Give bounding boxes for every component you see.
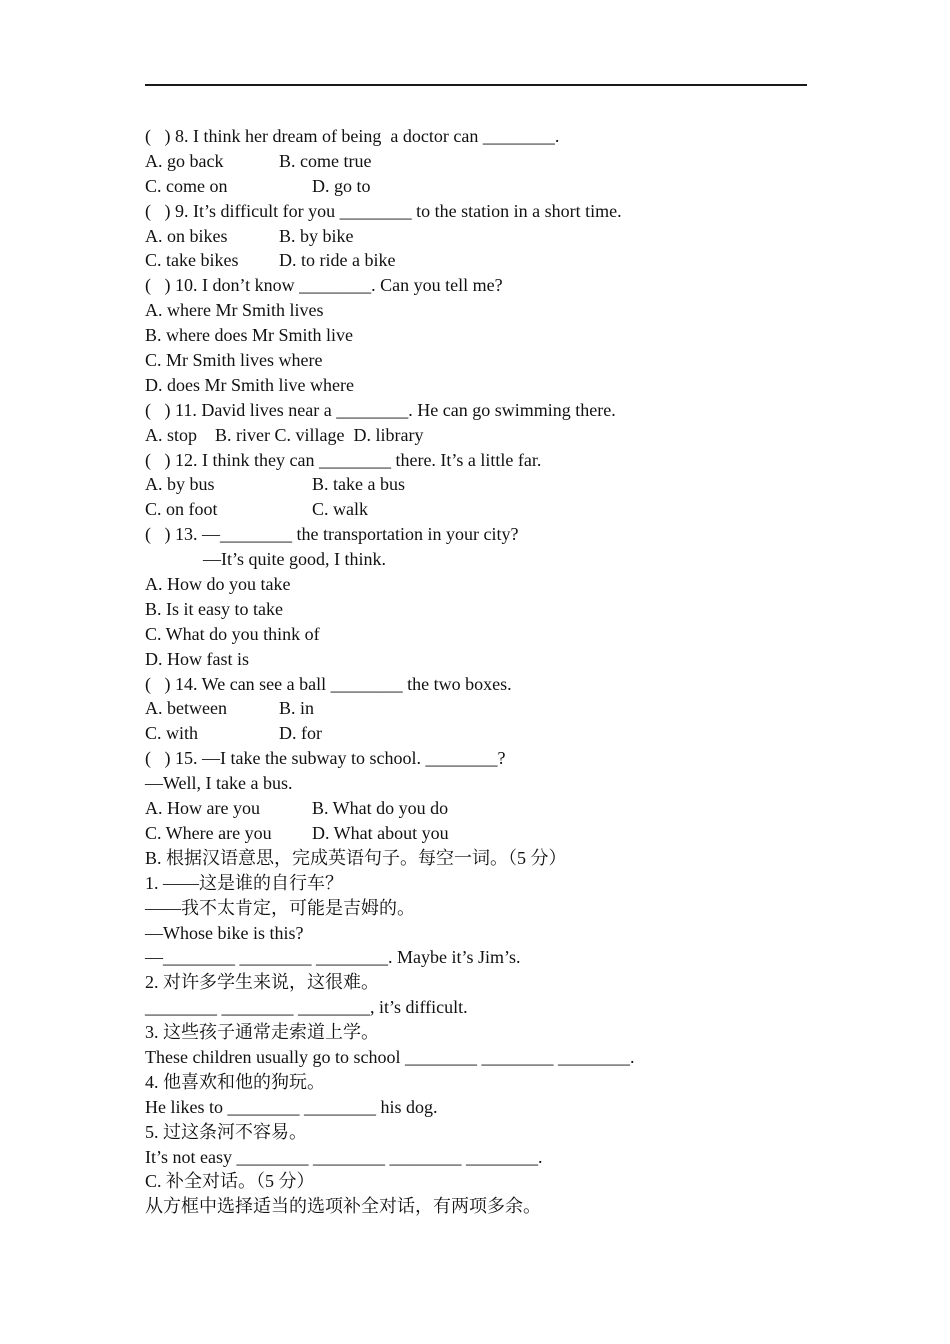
section-b-item-2-english: ________ ________ ________, it’s difficult. [145, 997, 468, 1018]
option: C. What do you think of [145, 623, 320, 644]
section-b-item-1-english: —Whose bike is this? [145, 922, 304, 943]
question-12-options-row-1 [145, 472, 845, 497]
option: C. take bikes [145, 250, 239, 271]
option: B. What do you do [312, 798, 449, 819]
question-9-options-row-1 [145, 224, 845, 249]
section-b-item-3-chinese: 3. 这些孩子通常走索道上学。 [145, 1022, 379, 1043]
question-15-options-row-1 [145, 796, 845, 821]
section-b-item-5-chinese: 5. 过这条河不容易。 [145, 1121, 307, 1142]
option: A. How are you [145, 798, 260, 819]
question-15-options-row-2 [145, 821, 845, 846]
section-c-heading: C. 补全对话。（5 分） [145, 1171, 315, 1192]
question-15-stem: ( ) 15. —I take the subway to school. ________? [145, 748, 506, 769]
section-b-item-1-english-reply: —________ ________ ________. Maybe it’s Jim’s. [145, 947, 521, 968]
question-8-stem: ( ) 8. I think her dream of being a doctor can ________. [145, 126, 560, 146]
question-13-stem: ( ) 13. —________ the transportation in your city? [145, 524, 519, 545]
option: A. go back [145, 150, 224, 171]
option: B. Is it easy to take [145, 598, 283, 619]
option: D. for [279, 723, 322, 744]
section-b-item-5-english: It’s not easy ________ ________ ________ ________. [145, 1146, 543, 1167]
option: D. What about you [312, 822, 449, 843]
question-11-options: A. stop B. river C. village D. library [145, 424, 424, 445]
question-15-reply: —Well, I take a bus. [145, 773, 293, 794]
option: B. by bike [279, 225, 354, 246]
header-rule [145, 84, 807, 86]
option: C. Where are you [145, 822, 272, 843]
option: C. on foot [145, 499, 218, 520]
section-c-instruction: 从方框中选择适当的选项补全对话，有两项多余。 [145, 1196, 541, 1217]
section-b-item-4-chinese: 4. 他喜欢和他的狗玩。 [145, 1071, 325, 1092]
option: B. where does Mr Smith live [145, 325, 353, 346]
section-b-item-1-chinese-reply: ——我不太肯定，可能是吉姆的。 [145, 897, 415, 918]
question-9-options-row-2 [145, 248, 845, 273]
option: B. come true [279, 150, 372, 171]
option: A. How do you take [145, 574, 291, 595]
question-12-options-row-2 [145, 497, 845, 522]
question-14-stem: ( ) 14. We can see a ball ________ the two boxes. [145, 673, 512, 694]
option: B. take a bus [312, 474, 405, 495]
section-b-item-2-chinese: 2. 对许多学生来说，这很难。 [145, 972, 379, 993]
question-9-stem: ( ) 9. It’s difficult for you ________ to the station in a short time. [145, 200, 622, 221]
section-b-item-4-english: He likes to ________ ________ his dog. [145, 1096, 438, 1117]
section-b-item-1-chinese: 1. ——这是谁的自行车？ [145, 872, 343, 893]
option: A. between [145, 698, 227, 719]
option: A. by bus [145, 474, 215, 495]
question-10-stem: ( ) 10. I don’t know ________. Can you tell me? [145, 275, 503, 296]
option: D. to ride a bike [279, 250, 396, 271]
option: C. with [145, 723, 199, 744]
question-11-stem: ( ) 11. David lives near a ________. He can go swimming there. [145, 399, 616, 420]
option: A. where Mr Smith lives [145, 300, 324, 321]
question-8-options-row-2 [145, 174, 845, 199]
section-b-heading: B. 根据汉语意思，完成英语句子。每空一词。（5 分） [145, 847, 567, 868]
option: B. in [279, 698, 315, 719]
question-14-options-row-2 [145, 721, 845, 746]
question-8-options-row-1 [145, 149, 845, 174]
option: C. come on [145, 175, 228, 196]
worksheet-content [145, 124, 845, 1219]
section-b-item-3-english: These children usually go to school ________ ________ ________. [145, 1046, 635, 1067]
option: D. How fast is [145, 648, 249, 669]
option: C. Mr Smith lives where [145, 350, 323, 371]
question-14-options-row-1 [145, 696, 845, 721]
option: A. on bikes [145, 225, 228, 246]
option: C. walk [312, 499, 368, 520]
option: D. go to [312, 175, 371, 196]
question-12-stem: ( ) 12. I think they can ________ there. It’s a little far. [145, 449, 542, 470]
option: D. does Mr Smith live where [145, 374, 354, 395]
question-13-reply: —It’s quite good, I think. [203, 549, 386, 570]
